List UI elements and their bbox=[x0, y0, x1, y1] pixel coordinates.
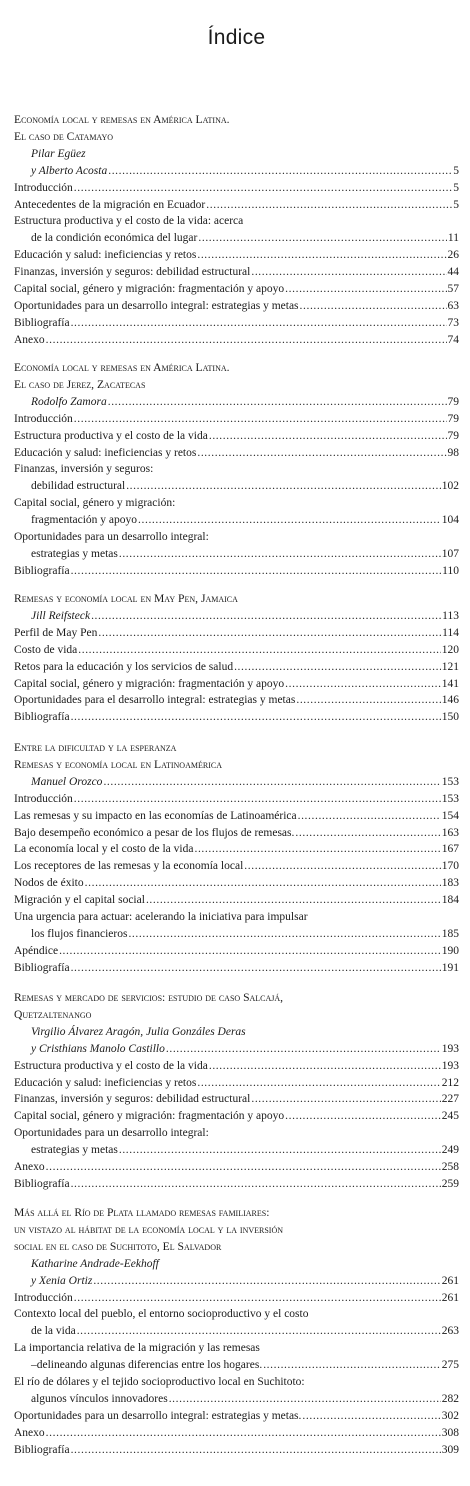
entry-title: Las remesas y su impacto en las economías de Latinoamérica bbox=[14, 809, 297, 822]
section-heading: El caso de Jerez, Zacatecas bbox=[14, 377, 146, 391]
section-heading: Economía local y remesas en América Latina. bbox=[14, 361, 230, 374]
page-number: 114 bbox=[442, 626, 459, 639]
dot-leader bbox=[108, 163, 452, 180]
entry-title: Los receptores de las remesas y la economía local bbox=[14, 860, 244, 873]
page-number: 245 bbox=[441, 1110, 459, 1123]
dot-leader bbox=[71, 1176, 441, 1193]
toc-entry[interactable] bbox=[14, 659, 459, 676]
page-number: 98 bbox=[447, 446, 459, 459]
toc-section-5 bbox=[14, 990, 459, 1193]
page-number: 302 bbox=[441, 1409, 459, 1422]
toc-entry[interactable] bbox=[14, 875, 459, 892]
toc-entry[interactable] bbox=[14, 1108, 459, 1125]
page-number: 150 bbox=[441, 711, 459, 724]
page-number: 5 bbox=[453, 164, 459, 177]
dot-leader bbox=[285, 676, 441, 693]
entry-title: Finanzas, inversión y seguros: debilidad estructural bbox=[14, 266, 251, 279]
page-number: 141 bbox=[441, 677, 459, 690]
toc-entry[interactable] bbox=[14, 1357, 459, 1374]
toc-entry[interactable] bbox=[14, 1176, 459, 1193]
dot-leader bbox=[251, 264, 446, 281]
toc-entry[interactable] bbox=[14, 1058, 459, 1075]
author-name: Rodolfo Zamora bbox=[31, 395, 107, 408]
author-entry[interactable] bbox=[14, 608, 459, 625]
author-name: Manuel Orozco bbox=[31, 775, 103, 788]
toc-entry[interactable] bbox=[14, 281, 459, 298]
section-heading: Remesas y economía local en May Pen, Jamaica bbox=[14, 592, 238, 605]
toc-entry[interactable] bbox=[14, 1142, 459, 1159]
entry-title: Anexo bbox=[14, 1426, 45, 1439]
page-number: 104 bbox=[441, 514, 459, 527]
page-number: 308 bbox=[441, 1426, 459, 1439]
entry-title: Introducción bbox=[14, 792, 73, 805]
page-number: 282 bbox=[441, 1392, 459, 1405]
toc-entry[interactable] bbox=[14, 1391, 459, 1408]
dot-leader bbox=[209, 1058, 441, 1075]
toc-entry[interactable] bbox=[14, 709, 459, 726]
toc-entry[interactable] bbox=[14, 1075, 459, 1092]
dot-leader bbox=[126, 478, 441, 495]
page-number: 113 bbox=[442, 609, 459, 622]
toc-entry[interactable] bbox=[14, 892, 459, 909]
toc-entry[interactable] bbox=[14, 332, 459, 349]
page-number: 153 bbox=[441, 792, 459, 805]
entry-title: La economía local y el costo de la vida bbox=[14, 843, 194, 856]
page-number: 190 bbox=[441, 944, 459, 957]
author-line: Virgilio Álvarez Aragón, Julia Gonzáles Deras bbox=[31, 1025, 246, 1038]
entry-title: de la condición económica del lugar bbox=[31, 232, 198, 245]
page-number: 5 bbox=[453, 181, 459, 194]
page-number: 275 bbox=[441, 1359, 459, 1372]
toc-entry[interactable] bbox=[14, 180, 459, 197]
dot-leader bbox=[71, 709, 441, 726]
toc-entry[interactable] bbox=[14, 1408, 459, 1425]
page-number: 5 bbox=[453, 198, 459, 211]
entry-title: estrategias y metas bbox=[31, 1144, 118, 1157]
dot-leader bbox=[197, 1075, 440, 1092]
section-heading: Quetzaltenango bbox=[14, 1007, 92, 1021]
dot-leader bbox=[300, 298, 447, 315]
entry-title-line: Contexto local del pueblo, el entorno socioproductivo y el costo bbox=[14, 1308, 309, 1321]
page-number: 183 bbox=[441, 877, 459, 890]
entry-title: Oportunidades para un desarrollo integral: estrategias y metas bbox=[14, 299, 299, 312]
toc-entry[interactable] bbox=[14, 298, 459, 315]
dot-leader bbox=[209, 428, 447, 445]
toc-entry[interactable] bbox=[14, 1442, 459, 1459]
toc-entry[interactable] bbox=[14, 825, 459, 842]
dot-leader bbox=[138, 512, 441, 529]
dot-leader bbox=[198, 230, 447, 247]
section-heading: Remesas y mercado de servicios: estudio de caso Salcajá, bbox=[14, 991, 284, 1004]
toc-entry[interactable] bbox=[14, 841, 459, 858]
toc-entry[interactable] bbox=[14, 692, 459, 709]
entry-title: Antecedentes de la migración en Ecuador bbox=[14, 198, 206, 211]
dot-leader bbox=[166, 1041, 441, 1058]
author-entry[interactable] bbox=[14, 774, 459, 791]
dot-leader bbox=[128, 926, 440, 943]
dot-leader bbox=[296, 692, 440, 709]
toc-entry[interactable] bbox=[14, 546, 459, 563]
toc-entry[interactable] bbox=[14, 445, 459, 462]
dot-leader bbox=[78, 642, 441, 659]
entry-title: Capital social, género y migración: fragmentación y apoyo bbox=[14, 1110, 285, 1123]
page-number: 73 bbox=[447, 316, 459, 329]
toc-entry[interactable] bbox=[14, 315, 459, 332]
entry-title: estrategias y metas bbox=[31, 547, 118, 560]
entry-title: Bajo desempeño económico a pesar de los flujos de remesas. bbox=[14, 826, 295, 839]
dot-leader bbox=[74, 791, 441, 808]
dot-leader bbox=[234, 659, 441, 676]
entry-title: Oportunidades para el desarrollo integral: estrategias y metas bbox=[14, 694, 296, 707]
page-number: 249 bbox=[441, 1144, 459, 1157]
entry-title-line: La importancia relativa de la migración y las remesas bbox=[14, 1342, 260, 1355]
dot-leader bbox=[108, 394, 447, 411]
toc-section-4 bbox=[14, 740, 459, 977]
entry-title: fragmentación y apoyo bbox=[31, 514, 138, 527]
toc-entry[interactable] bbox=[14, 478, 459, 495]
dot-leader bbox=[46, 1159, 441, 1176]
author-entry[interactable] bbox=[14, 394, 459, 411]
page-number: 120 bbox=[441, 643, 459, 656]
toc-entry[interactable] bbox=[14, 247, 459, 264]
dot-leader bbox=[71, 960, 441, 977]
entry-title-line: Una urgencia para actuar: acelerando la iniciativa para impulsar bbox=[14, 911, 308, 924]
entry-title: Nodos de éxito bbox=[14, 877, 84, 890]
page-number: 44 bbox=[447, 266, 459, 279]
page-number: 153 bbox=[441, 775, 459, 788]
entry-title: Introducción bbox=[14, 181, 73, 194]
page-number: 79 bbox=[447, 412, 459, 425]
dot-leader bbox=[295, 825, 440, 842]
entry-title: Estructura productiva y el costo de la vida bbox=[14, 429, 208, 442]
entry-title: Bibliografía bbox=[14, 1177, 70, 1190]
dot-leader bbox=[197, 445, 446, 462]
page-number: 102 bbox=[441, 480, 459, 493]
dot-leader bbox=[71, 315, 447, 332]
toc-entry[interactable] bbox=[14, 808, 459, 825]
entry-title-line: Oportunidades para un desarrollo integral: bbox=[14, 531, 209, 544]
author-line: Katharine Andrade-Eekhoff bbox=[31, 1257, 159, 1270]
toc-entry[interactable] bbox=[14, 1091, 459, 1108]
page-number: 146 bbox=[441, 694, 459, 707]
page-number: 107 bbox=[441, 547, 459, 560]
entry-title: Bibliografía bbox=[14, 316, 70, 329]
dot-leader bbox=[251, 1091, 440, 1108]
entry-title: Bibliografía bbox=[14, 564, 70, 577]
page-title: Índice bbox=[207, 26, 266, 49]
section-heading: Economía local y remesas en América Latina. bbox=[14, 113, 230, 126]
page-number: 193 bbox=[441, 1059, 459, 1072]
page-number: 261 bbox=[441, 1291, 459, 1304]
dot-leader bbox=[71, 1442, 441, 1459]
dot-leader bbox=[46, 332, 447, 349]
toc-entry[interactable] bbox=[14, 563, 459, 580]
page-number: 79 bbox=[447, 429, 459, 442]
dot-leader bbox=[285, 1108, 441, 1125]
page-number: 154 bbox=[441, 809, 459, 822]
entry-title: Educación y salud: ineficiencias y retos bbox=[14, 1076, 197, 1089]
toc-section-2 bbox=[14, 360, 459, 580]
dot-leader bbox=[302, 1408, 440, 1425]
dot-leader bbox=[85, 875, 441, 892]
toc-entry[interactable] bbox=[14, 197, 459, 214]
entry-title: algunos vínculos innovadores bbox=[31, 1392, 168, 1405]
author-line: Pilar Egüez bbox=[31, 147, 86, 160]
toc-entry[interactable] bbox=[14, 791, 459, 808]
toc-entry[interactable] bbox=[14, 1159, 459, 1176]
entry-title: Capital social, género y migración: fragmentación y apoyo bbox=[14, 283, 285, 296]
toc-entry[interactable] bbox=[14, 676, 459, 693]
author-name: Jill Reifsteck bbox=[31, 609, 91, 622]
entry-title-line: Capital social, género y migración: bbox=[14, 497, 176, 510]
page-number: 74 bbox=[447, 333, 459, 346]
page-number: 258 bbox=[441, 1161, 459, 1174]
dot-leader bbox=[169, 1391, 441, 1408]
entry-title: Bibliografía bbox=[14, 961, 70, 974]
entry-title: Introducción bbox=[14, 1291, 73, 1304]
entry-title: de la vida bbox=[31, 1325, 76, 1338]
dot-leader bbox=[74, 411, 447, 428]
toc-entry[interactable] bbox=[14, 428, 459, 445]
section-heading: social en el caso de Suchitoto, El Salvador bbox=[14, 1239, 222, 1253]
toc-entry[interactable] bbox=[14, 858, 459, 875]
entry-title: Oportunidades para un desarrollo integral: estrategias y metas. bbox=[14, 1409, 302, 1422]
entry-title: Estructura productiva y el costo de la vida bbox=[14, 1059, 208, 1072]
entry-title: Introducción bbox=[14, 412, 73, 425]
page-number: 259 bbox=[441, 1177, 459, 1190]
section-heading: Entre la dificultad y la esperanza bbox=[14, 741, 177, 754]
entry-title: Finanzas, inversión y seguros: debilidad estructural bbox=[14, 1093, 251, 1106]
author-name: y Cristhians Manolo Castillo bbox=[31, 1042, 165, 1055]
author-entry[interactable] bbox=[14, 1041, 459, 1058]
author-name: y Xenia Ortiz bbox=[31, 1274, 93, 1287]
entry-title: Migración y el capital social bbox=[14, 894, 145, 907]
page-number: 167 bbox=[441, 843, 459, 856]
entry-title: Bibliografía bbox=[14, 711, 70, 724]
entry-title: los flujos financieros bbox=[31, 927, 128, 940]
page-number: 170 bbox=[441, 860, 459, 873]
page-number: 261 bbox=[441, 1274, 459, 1287]
toc-entry[interactable] bbox=[14, 1425, 459, 1442]
page-number: 57 bbox=[447, 283, 459, 296]
page-number: 121 bbox=[441, 660, 459, 673]
dot-leader bbox=[298, 808, 441, 825]
dot-leader bbox=[206, 197, 452, 214]
page-number: 212 bbox=[441, 1076, 459, 1089]
toc-entry[interactable] bbox=[14, 642, 459, 659]
dot-leader bbox=[93, 1273, 440, 1290]
toc-entry[interactable] bbox=[14, 411, 459, 428]
dot-leader bbox=[263, 1357, 441, 1374]
entry-title: Anexo bbox=[14, 1161, 45, 1174]
toc-entry[interactable] bbox=[14, 926, 459, 943]
entry-title-line: Estructura productiva y el costo de la vida: acerca bbox=[14, 215, 244, 228]
dot-leader bbox=[77, 1323, 441, 1340]
page-number: 227 bbox=[441, 1093, 459, 1106]
page-number: 191 bbox=[441, 961, 459, 974]
toc-entry[interactable] bbox=[14, 943, 459, 960]
entry-title: Anexo bbox=[14, 333, 45, 346]
entry-title: Capital social, género y migración: fragmentación y apoyo bbox=[14, 677, 285, 690]
entry-title-line: El río de dólares y el tejido socioproductivo local en Suchitoto: bbox=[14, 1376, 305, 1389]
dot-leader bbox=[74, 1290, 441, 1307]
dot-leader bbox=[285, 281, 446, 298]
toc-entry[interactable] bbox=[14, 230, 459, 247]
entry-title-line: Finanzas, inversión y seguros: bbox=[14, 463, 154, 476]
dot-leader bbox=[98, 625, 441, 642]
author-entry[interactable] bbox=[14, 163, 459, 180]
section-heading: un vistazo al hábitat de la economía local y la inversión bbox=[14, 1222, 284, 1236]
entry-title: Educación y salud: ineficiencias y retos bbox=[14, 446, 197, 459]
dot-leader bbox=[146, 892, 441, 909]
dot-leader bbox=[119, 1142, 441, 1159]
toc-section-3 bbox=[14, 591, 459, 726]
entry-title-line: Oportunidades para un desarrollo integral: bbox=[14, 1127, 209, 1140]
author-entry[interactable] bbox=[14, 1273, 459, 1290]
page-number: 163 bbox=[441, 826, 459, 839]
dot-leader bbox=[197, 247, 446, 264]
entry-title: Educación y salud: ineficiencias y retos bbox=[14, 249, 197, 262]
entry-title: –delineando algunas diferencias entre los hogares. bbox=[31, 1359, 263, 1372]
entry-title: Retos para la educación y los servicios de salud bbox=[14, 660, 234, 673]
entry-title: debilidad estructural bbox=[31, 480, 126, 493]
entry-title: Costo de vida bbox=[14, 643, 78, 656]
toc-entry[interactable] bbox=[14, 625, 459, 642]
section-heading: El caso de Catamayo bbox=[14, 129, 114, 143]
entry-title: Bibliografía bbox=[14, 1443, 70, 1456]
toc-entry[interactable] bbox=[14, 1290, 459, 1307]
section-heading: Remesas y economía local en Latinoamérica bbox=[14, 757, 222, 771]
dot-leader bbox=[194, 841, 440, 858]
toc-entry[interactable] bbox=[14, 264, 459, 281]
dot-leader bbox=[74, 180, 452, 197]
toc-section-1 bbox=[14, 112, 459, 349]
author-name: y Alberto Acosta bbox=[31, 164, 108, 177]
page-number: 184 bbox=[441, 894, 459, 907]
section-heading: Más allá el Río de Plata llamado remesas familiares: bbox=[14, 1206, 270, 1219]
dot-leader bbox=[59, 943, 441, 960]
toc-section-6 bbox=[14, 1205, 459, 1459]
dot-leader bbox=[46, 1425, 441, 1442]
page-number: 11 bbox=[447, 232, 459, 245]
dot-leader bbox=[91, 608, 441, 625]
toc-entry[interactable] bbox=[14, 512, 459, 529]
page-number: 26 bbox=[447, 249, 459, 262]
entry-title: Perfil de May Pen bbox=[14, 626, 98, 639]
page-number: 193 bbox=[441, 1042, 459, 1055]
page-number: 110 bbox=[442, 564, 459, 577]
dot-leader bbox=[244, 858, 440, 875]
toc-entry[interactable] bbox=[14, 1323, 459, 1340]
entry-title: Apéndice bbox=[14, 944, 59, 957]
page-number: 185 bbox=[441, 927, 459, 940]
dot-leader bbox=[119, 546, 441, 563]
page-number: 79 bbox=[447, 395, 459, 408]
toc-entry[interactable] bbox=[14, 960, 459, 977]
page-number: 263 bbox=[441, 1325, 459, 1338]
dot-leader bbox=[71, 563, 442, 580]
page-number: 63 bbox=[447, 299, 459, 312]
page-number: 309 bbox=[441, 1443, 459, 1456]
dot-leader bbox=[103, 774, 440, 791]
